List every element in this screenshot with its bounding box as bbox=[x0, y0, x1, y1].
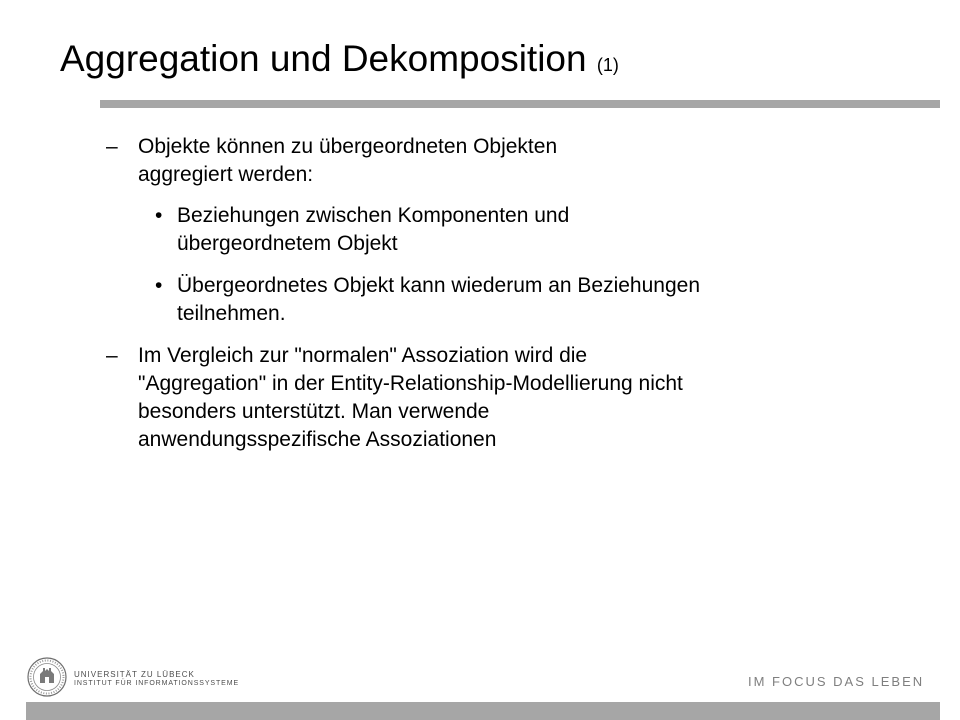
list-item-line: Übergeordnetes Objekt kann wiederum an Beziehungen bbox=[177, 274, 701, 297]
sub-list-item bbox=[155, 272, 701, 328]
list-item-line: teilnehmen. bbox=[177, 302, 286, 325]
footer-tagline: IM FOCUS DAS LEBEN bbox=[748, 674, 925, 689]
slide-title-suffix: (1) bbox=[596, 55, 619, 75]
sub-list-item bbox=[155, 202, 570, 258]
dash-marker: – bbox=[106, 344, 118, 367]
institute-name: INSTITUT FÜR INFORMATIONSSYSTEME bbox=[74, 680, 240, 687]
list-item bbox=[106, 133, 558, 189]
university-name: UNIVERSITÄT ZU LÜBECK bbox=[74, 670, 195, 679]
footer-bar bbox=[26, 702, 940, 720]
slide-title-text: Aggregation und Dekomposition bbox=[60, 38, 587, 79]
list-item bbox=[106, 342, 683, 454]
list-item-line: Objekte können zu übergeordneten Objekten bbox=[138, 135, 558, 158]
bullet-marker: • bbox=[155, 274, 163, 297]
dash-marker: – bbox=[106, 135, 118, 158]
list-item-line: aggregiert werden: bbox=[138, 163, 314, 186]
list-item-line: "Aggregation" in der Entity-Relationship-Modellierung nicht bbox=[138, 372, 683, 395]
bullet-marker: • bbox=[155, 204, 163, 227]
list-item-line: besonders unterstützt. Man verwende bbox=[138, 400, 490, 423]
list-item-line: anwendungsspezifische Assoziationen bbox=[138, 428, 497, 451]
list-item-line: übergeordnetem Objekt bbox=[177, 232, 398, 255]
university-seal-icon bbox=[26, 656, 68, 698]
list-item-line: Im Vergleich zur "normalen" Assoziation wird die bbox=[138, 344, 588, 367]
list-item-line: Beziehungen zwischen Komponenten und bbox=[177, 204, 570, 227]
